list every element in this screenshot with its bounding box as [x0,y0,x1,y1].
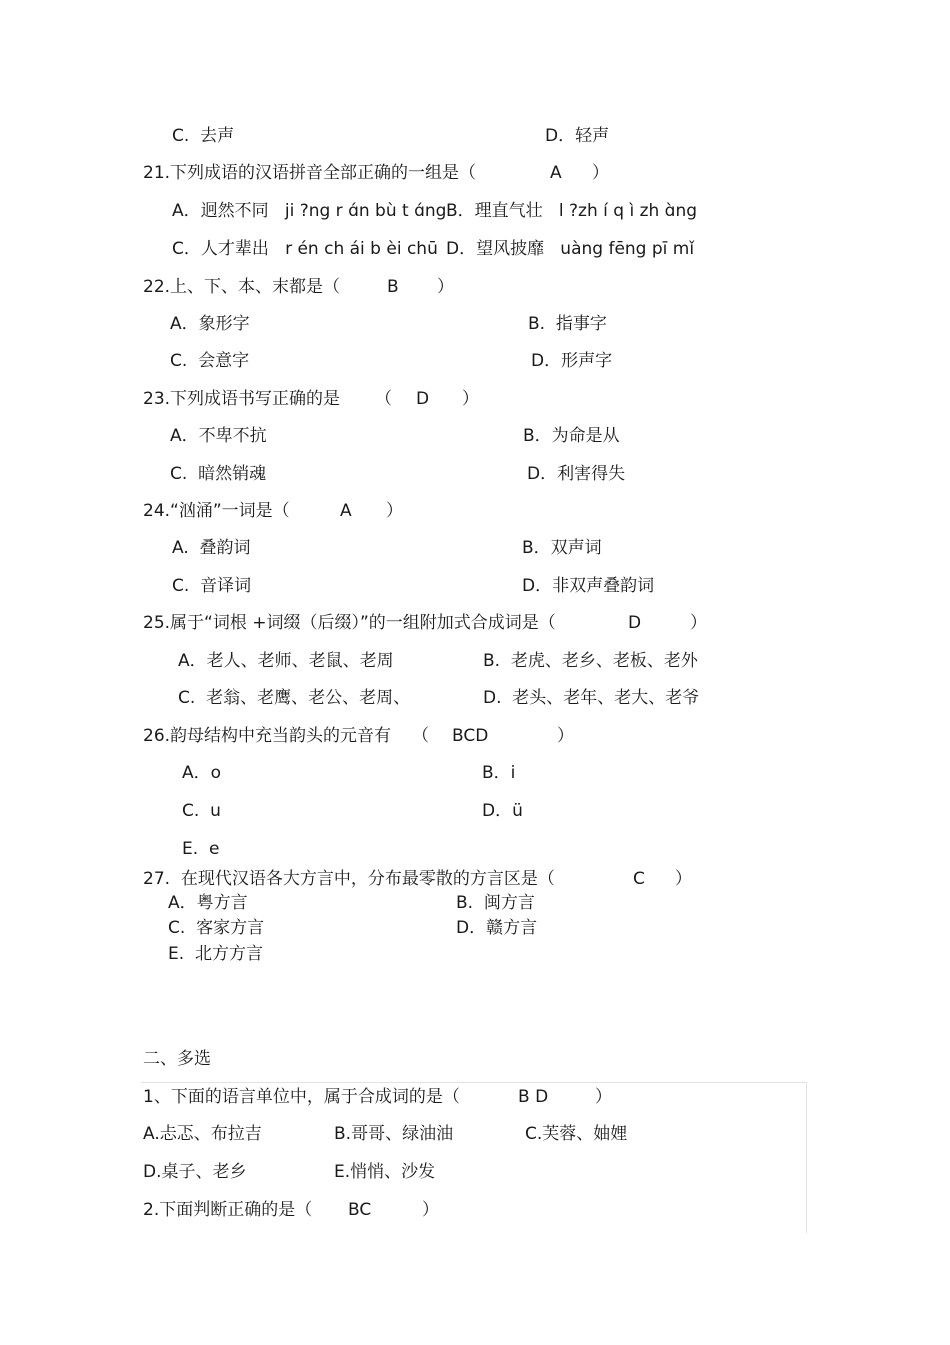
m1-option-a: A.忐忑、布拉吉 [143,1124,262,1144]
q24-option-a: A. 叠韵词 [172,538,251,558]
q24-close: ） [386,501,403,521]
q21-close: ） [592,163,609,183]
m2-answer: BC [348,1200,372,1220]
q27-answer: C [633,869,645,889]
q22-option-a: A．象形字 [170,314,250,334]
q26-option-e: E. e [182,839,220,859]
q27-option-a: A．粤方言 [168,893,248,913]
q23-option-a: A．不卑不抗 [170,426,267,446]
q25-answer: D [628,613,642,633]
q27-option-b: B. 闽方言 [456,893,535,913]
q22-close: ） [437,277,454,297]
q21-answer: A [550,163,562,183]
q23-option-d: D．利害得失 [527,464,626,484]
q24-stem: 24.“汹涌”一词是（ [143,501,290,521]
q21-option-a: A．迥然不同 ji ?ng r ɑ́n bù t ɑ́ng [172,201,447,221]
m2-stem: 2.下面判断正确的是（ [143,1200,313,1220]
q26-option-c: C. u [182,801,221,821]
q27-stem: 27. 在现代汉语各大方言中，分布最零散的方言区是（ [143,869,555,889]
q25-option-d: D. 老头、老年、老大、老爷 [483,688,700,708]
q25-close: ） [690,613,707,633]
q24-option-c: C. 音译词 [172,576,252,596]
q27-option-d: D．赣方言 [456,918,538,938]
q21-stem: 21.下列成语的汉语拼音全部正确的一组是（ [143,163,477,183]
q26-open: （ [412,726,429,746]
q25-option-c: C. 老翁、老鹰、老公、老周、 [178,688,411,708]
q21-option-c: C．人才辈出 r én ch ái b èi chū [172,239,438,259]
q22-answer: B [387,277,399,297]
q22-option-c: C. 会意字 [170,351,250,371]
m1-option-b: B.哥哥、绿油油 [334,1124,454,1144]
q23-stem: 23.下列成语书写正确的是 [143,389,341,409]
q26-option-d: D．ü [482,801,523,821]
q24-option-d: D．非双声叠韵词 [522,576,655,596]
section-heading: 二、多选 [143,1049,211,1069]
q25-option-a: A．老人、老师、老鼠、老周 [178,651,394,671]
q26-stem: 26.韵母结构中充当韵头的元音有 [143,726,392,746]
q24-option-b: B．双声词 [522,538,602,558]
q26-answer: BCD [452,726,489,746]
q26-close: ） [557,726,574,746]
q23-answer: D [416,389,430,409]
q27-option-c: C. 客家方言 [168,918,265,938]
q22-option-b: B. 指事字 [528,314,607,334]
q26-option-b: B．i [482,763,516,783]
m1-option-c: C.芙蓉、妯娌 [525,1124,628,1144]
m1-stem: 1、下面的语言单位中，属于合成词的是（ [143,1087,460,1107]
q27-option-e: E. 北方方言 [168,944,263,964]
m1-option-d: D.桌子、老乡 [143,1162,247,1182]
q20-option-d: D．轻声 [545,126,610,146]
q23-option-b: B．为命是从 [523,426,620,446]
m1-close: ） [595,1087,612,1107]
m2-close: ） [422,1200,439,1220]
q26-option-a: A．o [182,763,222,783]
q23-option-c: C. 暗然销魂 [170,464,267,484]
q23-close: ） [462,389,479,409]
q21-option-b: B．理直气壮 l ?zh í q ì zh ɑ̀ng [446,201,698,221]
q21-option-d: D．望风披靡 uàng fēng pī mǐ [446,239,695,259]
q22-option-d: D．形声字 [531,351,613,371]
q25-stem: 25.属于“词根 +词缀（后缀）”的一组附加式合成词是（ [143,613,556,633]
q20-option-c: C. 去声 [172,126,235,146]
q27-close: ） [675,869,692,889]
q24-answer: A [340,501,352,521]
q25-option-b: B. 老虎、老乡、老板、老外 [483,651,698,671]
q22-stem: 22.上、下、本、末都是（ [143,277,341,297]
m1-option-e: E.悄悄、沙发 [334,1162,436,1182]
m1-answer: B D [518,1087,549,1107]
q23-open: （ [375,389,392,409]
